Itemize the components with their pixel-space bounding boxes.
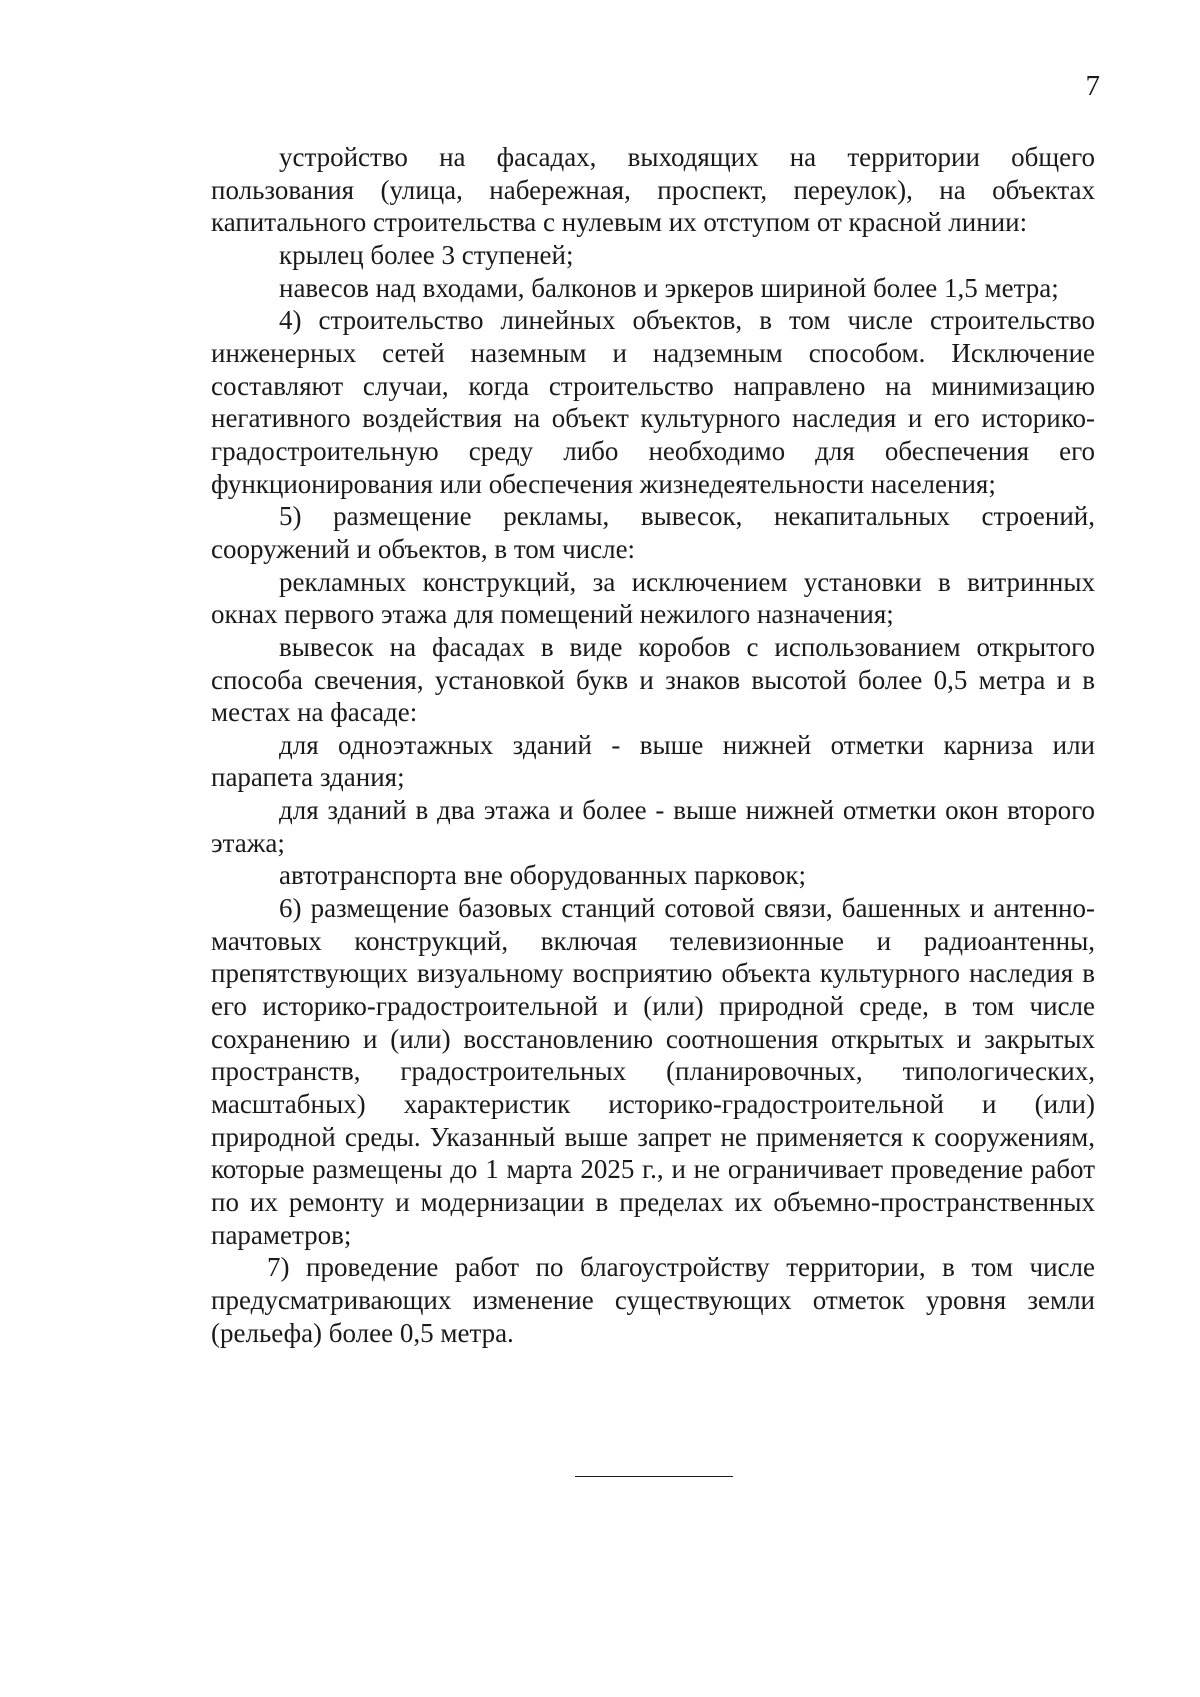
paragraph-facade-devices: устройство на фасадах, выходящих на территории общего пользования (улица, набережная, проспект, переулок), на объектах капитального строительства с нулевым их отступом от красной линии: xyxy=(211,142,1095,238)
end-of-text-divider xyxy=(575,1476,733,1477)
paragraph-item-6: 6) размещение базовых станций сотовой связи, башенных и антенно-мачтовых конструкций, включая телевизионные и радиоантенны, препятствующих визуальному восприятию объекта культурного наследия в его историко-градостроительной и (или) природной среде, в том числе сохранению и (или) восстановлению соотношения открытых и закрытых пространств, градостроительных (планировочных, типологических, масштабных) характеристик историко-градостроительной и (или) природной среды. Указанный выше запрет не применяется к сооружениям, которые размещены до 1 марта 2025 г., и не ограничивает проведение работ по их ремонту и модернизации в пределах их объемно-пространственных параметров; xyxy=(211,893,1095,1250)
paragraph-advertising-structures: рекламных конструкций, за исключением установки в витринных окнах первого этажа для помещений нежилого назначения; xyxy=(211,566,1095,630)
paragraph-item-5: 5) размещение рекламы, вывесок, некапитальных строений, сооружений и объектов, в том числе: xyxy=(211,501,1095,564)
document-body xyxy=(211,141,1095,1349)
paragraph-single-storey: для одноэтажных зданий - выше нижней отметки карниза или парапета здания; xyxy=(211,729,1095,793)
paragraph-porches: крылец более 3 ступеней; xyxy=(279,239,574,270)
paragraph-item-7: 7) проведение работ по благоустройству территории, в том числе предусматривающих изменение существующих отметок уровня земли (рельефа) более 0,5 метра. xyxy=(211,1252,1095,1348)
paragraph-vehicles: автотранспорта вне оборудованных парковок; xyxy=(279,860,807,891)
paragraph-multi-storey: для зданий в два этажа и более - выше нижней отметки окон второго этажа; xyxy=(211,795,1095,858)
page-number: 7 xyxy=(1085,70,1100,102)
paragraph-item-4: 4) строительство линейных объектов, в том числе строительство инженерных сетей наземным и надземным способом. Исключение составляют случаи, когда строительство направлено на минимизацию негативного воздействия на объект культурного наследия и его историко-градостроительную среду либо необходимо для обеспечения его функционирования или обеспечения жизнедеятельности населения; xyxy=(211,305,1095,499)
paragraph-canopies: навесов над входами, балконов и эркеров шириной более 1,5 метра; xyxy=(279,272,1059,303)
paragraph-signboards: вывесок на фасадах в виде коробов с использованием открытого способа свечения, установкой букв и знаков высотой более 0,5 метра и в местах на фасаде: xyxy=(211,631,1095,728)
